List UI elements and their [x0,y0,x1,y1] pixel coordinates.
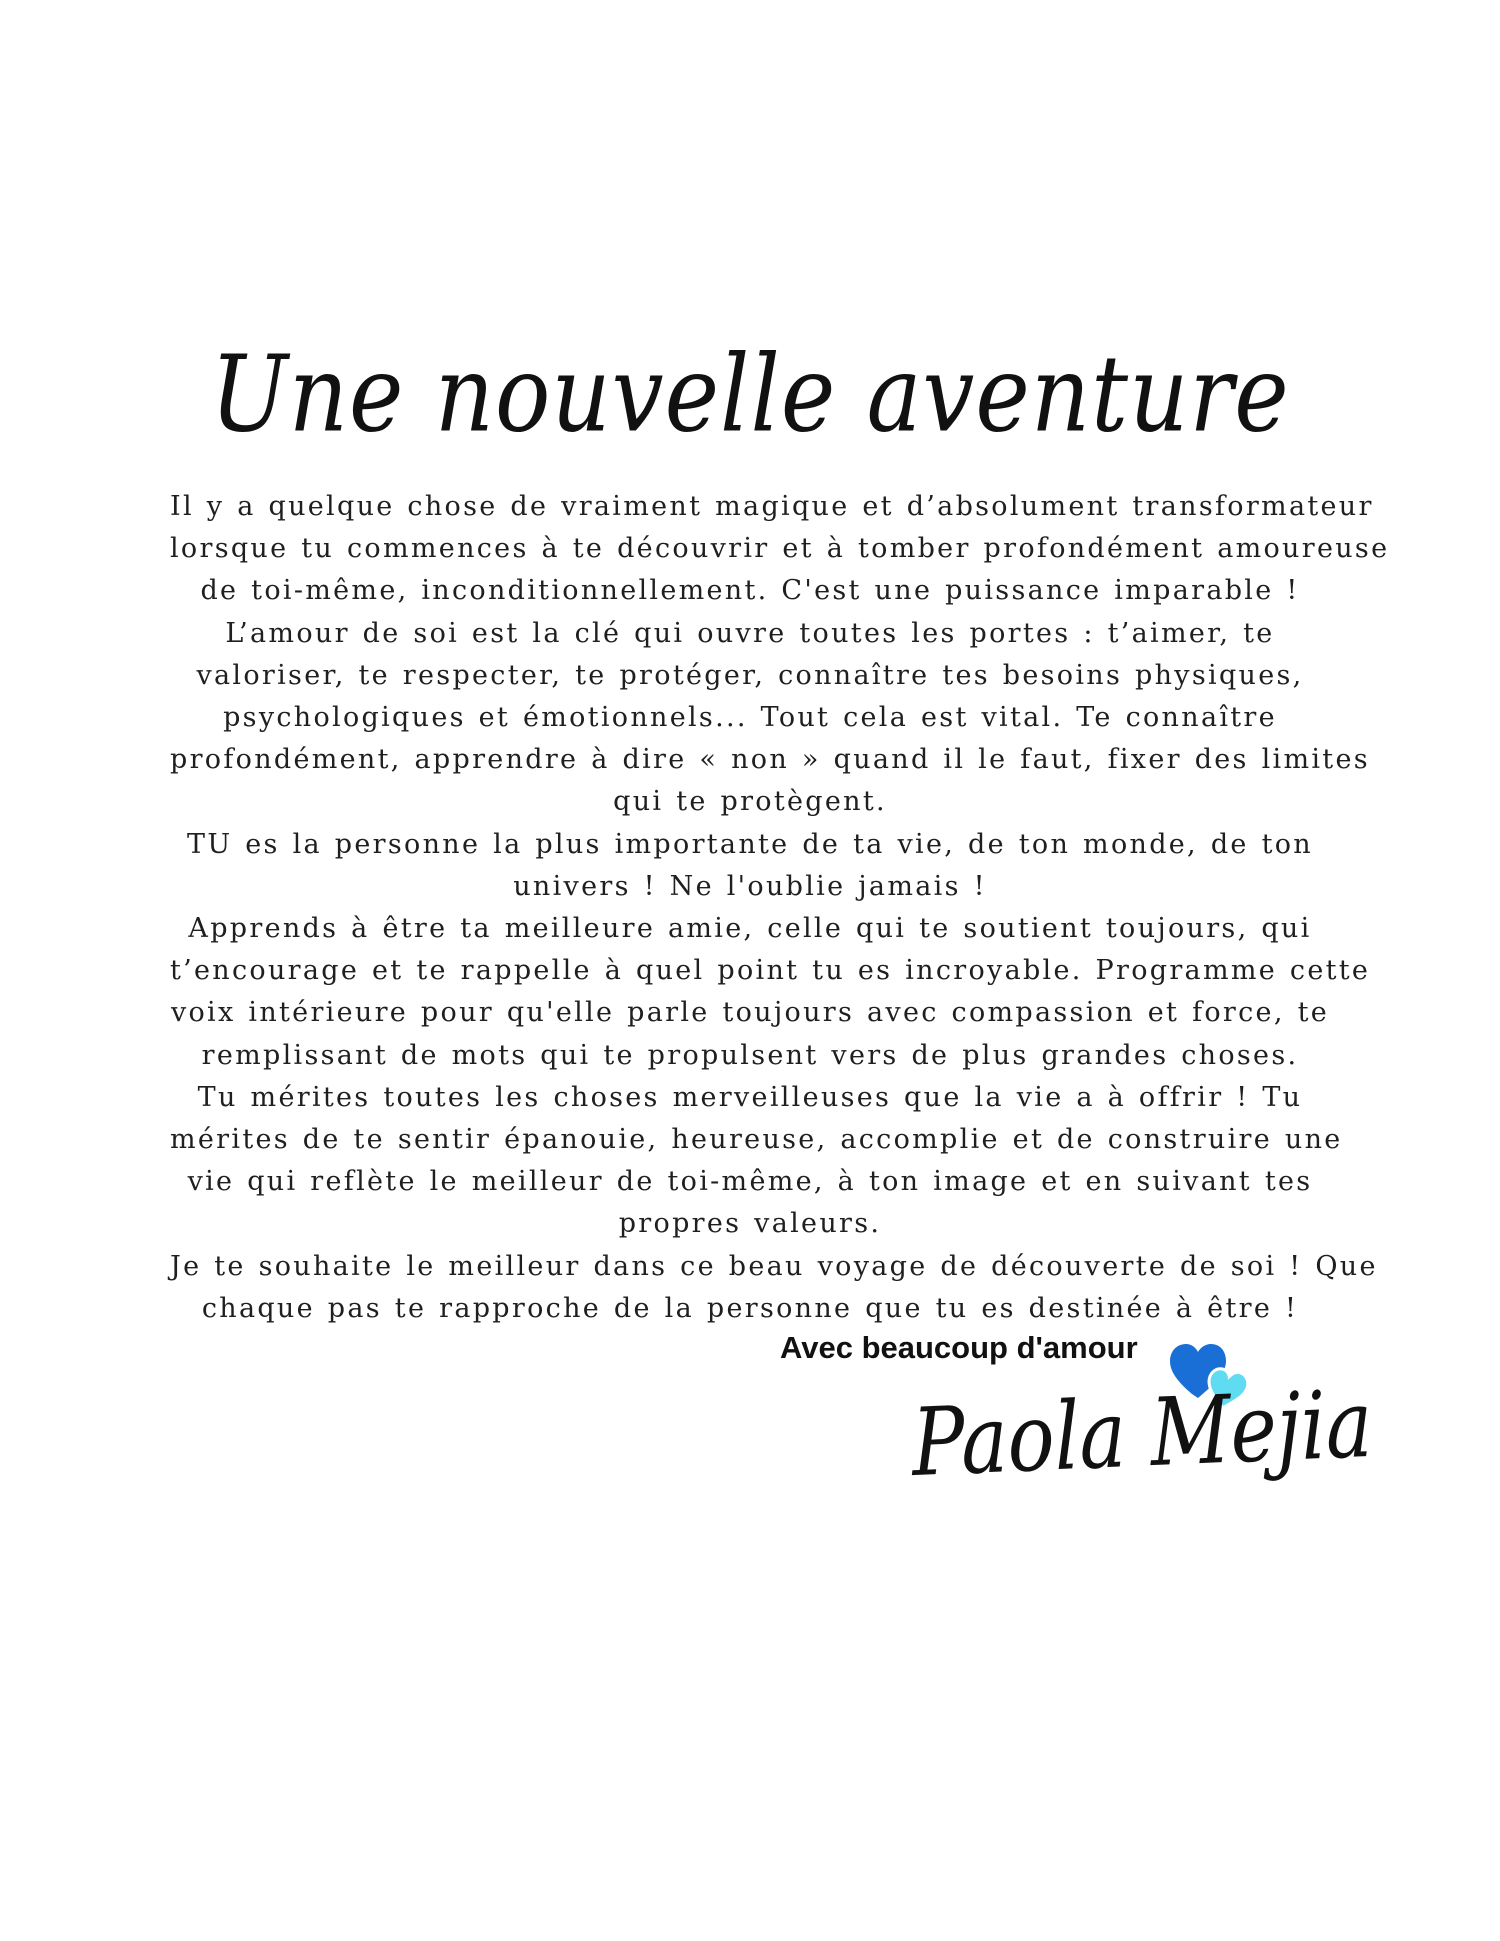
body-line: lorsque tu commences à te découvrir et à tomber profondément amoureuse [170,533,1390,565]
body-line: qui te protègent. [613,786,887,818]
body-line: univers ! Ne l'oublie jamais ! [513,870,987,902]
body-line: remplissant de mots qui te propulsent vers de plus grandes choses. [201,1039,1299,1071]
body-line: mérites de te sentir épanouie, heureuse, accomplie et de construire une [170,1124,1343,1156]
body-line: propres valeurs. [618,1208,882,1240]
body-line: Je te souhaite le meilleur dans ce beau voyage de découverte de soi ! Que [170,1250,1378,1282]
body-line: Tu mérites toutes les choses merveilleuses que la vie a à offrir ! Tu [197,1081,1303,1113]
body-line: valoriser, te respecter, te protéger, connaître tes besoins physiques, [196,659,1304,691]
body-line: vie qui reflète le meilleur de toi-même, à ton image et en suivant tes [187,1166,1313,1198]
page-title: Une nouvelle aventure [210,332,1290,456]
sign-off: Avec beaucoup d'amour [780,1330,1138,1365]
body-line: L’amour de soi est la clé qui ouvre toutes les portes : t’aimer, te [225,617,1275,649]
body-line: profondément, apprendre à dire « non » quand il le faut, fixer des limites [170,744,1370,776]
body-line: chaque pas te rapproche de la personne que tu es destinée à être ! [201,1292,1299,1324]
body-line: Apprends à être ta meilleure amie, celle qui te soutient toujours, qui [188,913,1312,945]
signature: Paola Mejia [910,1370,1374,1498]
body-line: voix intérieure pour qu'elle parle toujours avec compassion et force, te [170,997,1330,1029]
body-line: t’encourage et te rappelle à quel point tu es incroyable. Programme cette [170,955,1371,987]
body-line: Il y a quelque chose de vraiment magique et d’absolument transformateur [170,491,1374,522]
body-line: psychologiques et émotionnels... Tout cela est vital. Te connaître [223,702,1277,734]
letter-body [170,486,1390,1330]
body-line: TU es la personne la plus importante de ta vie, de ton monde, de ton [187,828,1313,860]
body-line: de toi-même, inconditionnellement. C'est une puissance imparable ! [200,575,1300,607]
